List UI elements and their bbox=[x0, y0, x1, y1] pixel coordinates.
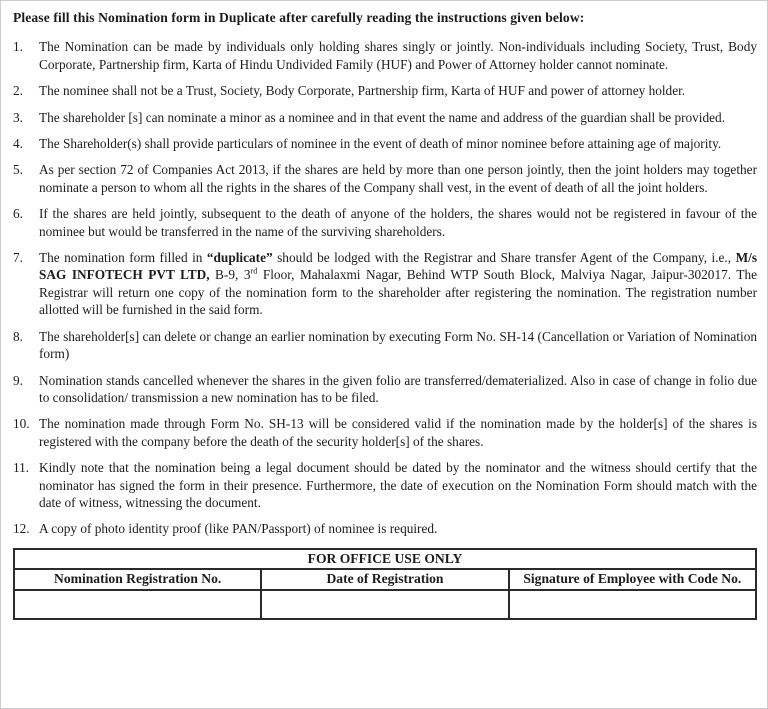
ordinal-superscript: rd bbox=[250, 267, 258, 277]
item-text bbox=[39, 249, 757, 319]
item-text: Nomination stands cancelled whenever the shares in the given folio are transferred/dematerialized. Also in case of change in folio due to consolidation/ transmission a new nomination has to be filed. bbox=[39, 372, 757, 405]
item-number: 9. bbox=[13, 372, 23, 388]
instruction-item-12 bbox=[13, 520, 757, 537]
instruction-item-10 bbox=[13, 415, 757, 450]
item-number: 8. bbox=[13, 328, 23, 344]
instruction-item-6 bbox=[13, 205, 757, 240]
instruction-item-9 bbox=[13, 372, 757, 407]
office-use-header-row bbox=[14, 549, 756, 569]
instruction-item-5 bbox=[13, 161, 757, 196]
item-number: 1. bbox=[13, 39, 23, 55]
item-text-segment: The nomination form filled in bbox=[39, 250, 207, 266]
item-text-segment: B-9, 3 bbox=[209, 267, 251, 283]
item-number: 10. bbox=[13, 416, 30, 432]
instruction-item-11 bbox=[13, 459, 757, 511]
office-use-title: FOR OFFICE USE ONLY bbox=[14, 549, 756, 569]
instruction-item-4 bbox=[13, 135, 757, 152]
item-number: 11. bbox=[13, 460, 30, 476]
item-text: The Shareholder(s) shall provide particulars of nominee in the event of death of minor nominee before attaining age of majority. bbox=[39, 136, 722, 152]
item-text: Kindly note that the nomination being a legal document should be dated by the nominator and the witness should certify that the nominator has signed the form in their presence. Furthermore, the date of execution on the Nomination Form should match with the date of witness, witnessing the document. bbox=[39, 460, 757, 510]
item-number: 4. bbox=[13, 136, 23, 152]
item-number: 12. bbox=[13, 521, 30, 537]
blank-cell-date bbox=[261, 590, 508, 619]
blank-cell-registration-no bbox=[14, 590, 261, 619]
instruction-item-3 bbox=[13, 109, 757, 126]
item-number: 5. bbox=[13, 162, 23, 178]
page-title: Please fill this Nomination form in Duplicate after carefully reading the instructions given below: bbox=[13, 10, 585, 25]
instruction-item-8 bbox=[13, 328, 757, 363]
item-text: The shareholder[s] can delete or change an earlier nomination by executing Form No. SH-14 (Cancellation or Variation of Nomination form) bbox=[39, 328, 757, 362]
office-use-table bbox=[13, 548, 757, 620]
item-text: The nominee shall not be a Trust, Society, Body Corporate, Partnership firm, Karta of HUF and power of attorney holder. bbox=[39, 83, 686, 99]
instruction-item-1 bbox=[13, 38, 757, 73]
office-use-blank-row bbox=[14, 590, 756, 619]
office-use-column-header-row bbox=[14, 569, 756, 590]
item-number: 7. bbox=[13, 250, 23, 266]
blank-cell-signature bbox=[509, 590, 756, 619]
col-date-of-registration: Date of Registration bbox=[261, 569, 508, 590]
item-text: As per section 72 of Companies Act 2013, if the shares are held by more than one person jointly, then the joint holders may together nominate a person to whom all the rights in the shares of the Company shall vest, in the event of death of all the joint holders. bbox=[39, 162, 757, 195]
instruction-item-7 bbox=[13, 249, 757, 319]
item-number: 2. bbox=[13, 83, 23, 99]
item-text-bold-company: M/s SAG INFOTECH PVT LTD, bbox=[39, 250, 757, 283]
item-number: 6. bbox=[13, 206, 23, 222]
item-text: If the shares are held jointly, subsequent to the death of anyone of the holders, the shares would not be registered in favour of the nominee but would be transferred in the name of the surviving shareholders. bbox=[39, 206, 757, 239]
item-number: 3. bbox=[13, 109, 23, 125]
item-text-segment: should be lodged with the Registrar and Share transfer Agent of the Company, i.e., bbox=[272, 250, 736, 266]
item-text: The shareholder [s] can nominate a minor as a nominee and in that event the name and address of the guardian shall be provided. bbox=[39, 109, 726, 125]
item-text-bold-duplicate: “duplicate” bbox=[206, 250, 273, 266]
col-signature-of-employee: Signature of Employee with Code No. bbox=[509, 569, 756, 590]
item-text: The Nomination can be made by individuals only holding shares singly or jointly. Non-individuals including Society, Trust, Body Corporate, Partnership firm, Karta of Hindu Undivided Family (HUF) and Power of Attorney holder cannot nominate. bbox=[39, 39, 757, 72]
col-nomination-registration-no: Nomination Registration No. bbox=[14, 569, 261, 590]
instruction-item-2 bbox=[13, 82, 757, 99]
item-text-segment: Floor, Mahalaxmi Nagar, Behind WTP South Block, Malviya Nagar, Jaipur-302017. The Registrar will return one copy of the nomination form to the shareholder after registering the nomination. The registration number allotted will be furnished in the said form. bbox=[39, 267, 757, 318]
item-text: A copy of photo identity proof (like PAN/Passport) of nominee is required. bbox=[39, 521, 438, 537]
item-text: The nomination made through Form No. SH-13 will be considered valid if the nomination made by the holder[s] of the shares is registered with the company before the death of the security holder[s] of the shares. bbox=[39, 416, 757, 449]
